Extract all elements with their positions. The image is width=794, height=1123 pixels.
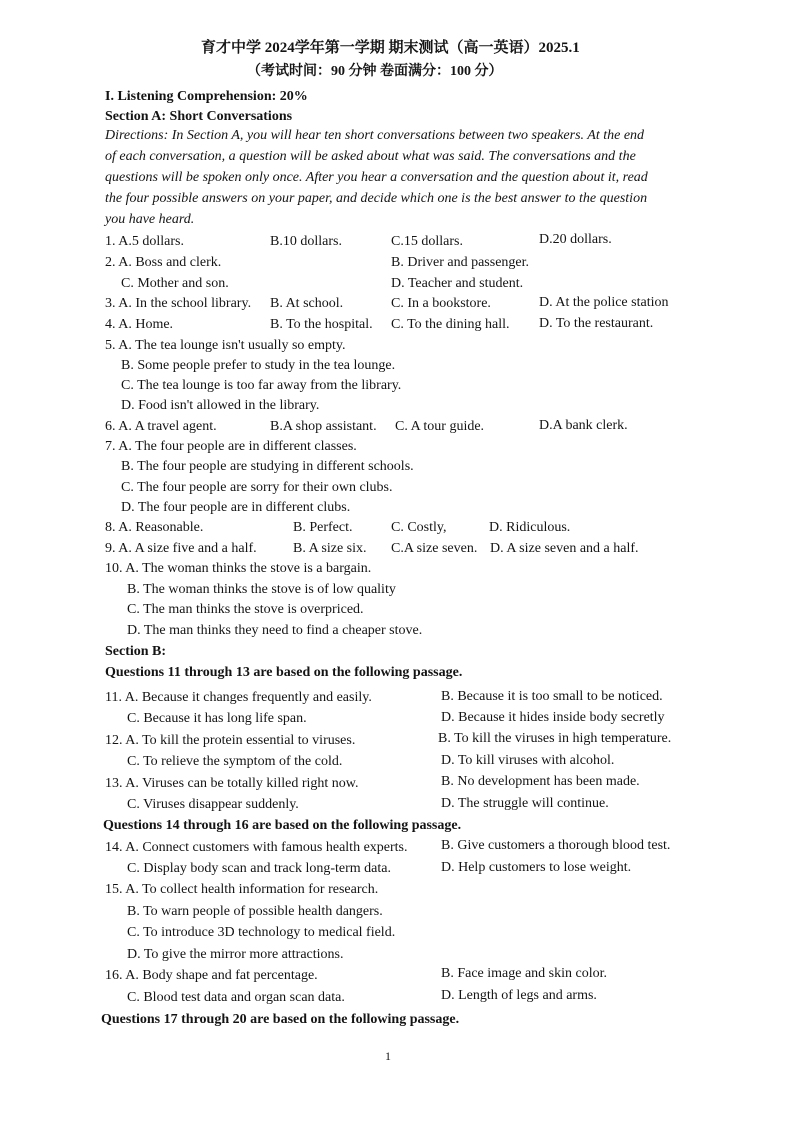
- passage-heading: Questions 14 through 16 are based on the following passage.: [103, 818, 462, 833]
- question-5-option-d: D. Food isn't allowed in the library.: [121, 398, 320, 413]
- question-12-option-c: C. To relieve the symptom of the cold.: [127, 754, 343, 769]
- directions-line: you have heard.: [105, 212, 195, 227]
- question-10-option-c: C. The man thinks the stove is overpriced.: [127, 602, 364, 617]
- question-10-option-b: B. The woman thinks the stove is of low quality: [127, 582, 396, 597]
- question-6-option-b: B.A shop assistant.: [270, 419, 377, 434]
- question-13-option-c: C. Viruses disappear suddenly.: [127, 797, 299, 812]
- question-5-option-b: B. Some people prefer to study in the tea lounge.: [121, 358, 396, 373]
- question-2-option-d: D. Teacher and student.: [391, 276, 524, 291]
- question-1-option-a: 1. A.5 dollars.: [105, 234, 184, 249]
- question-14-option-d: D. Help customers to lose weight.: [441, 860, 632, 875]
- question-12-option-d: D. To kill viruses with alcohol.: [441, 753, 615, 768]
- question-16-option-b: B. Face image and skin color.: [441, 966, 608, 981]
- question-5-option-a: 5. A. The tea lounge isn't usually so empty.: [105, 338, 346, 353]
- part-heading: I. Listening Comprehension: 20%: [105, 89, 308, 104]
- question-8-option-c: C. Costly,: [391, 520, 447, 535]
- question-4-option-d: D. To the restaurant.: [539, 316, 654, 331]
- question-14-option-c: C. Display body scan and track long-term data.: [127, 861, 391, 876]
- question-14-option-a: 14. A. Connect customers with famous health experts.: [105, 840, 408, 855]
- question-7-option-a: 7. A. The four people are in different classes.: [105, 439, 357, 454]
- passage-heading: Questions 11 through 13 are based on the following passage.: [105, 665, 463, 680]
- question-3-option-b: B. At school.: [270, 296, 344, 311]
- question-2-option-a: 2. A. Boss and clerk.: [105, 255, 222, 270]
- question-6-option-c: C. A tour guide.: [395, 419, 485, 434]
- question-16-option-a: 16. A. Body shape and fat percentage.: [105, 968, 318, 983]
- question-10-option-d: D. The man thinks they need to find a cheaper stove.: [127, 623, 423, 638]
- directions-line: of each conversation, a question will be asked about what was said. The conversations and the: [105, 149, 636, 164]
- exam-subtitle: （考试时间：90 分钟 卷面满分：100 分）: [247, 64, 503, 79]
- question-7-option-d: D. The four people are in different clubs.: [121, 500, 351, 515]
- page-number: 1: [385, 1049, 391, 1063]
- question-15-option-a: 15. A. To collect health information for research.: [105, 882, 379, 897]
- question-3-option-a: 3. A. In the school library.: [105, 296, 252, 311]
- question-10-option-a: 10. A. The woman thinks the stove is a bargain.: [105, 561, 372, 576]
- question-4-option-b: B. To the hospital.: [270, 317, 373, 332]
- question-3-option-d: D. At the police station: [539, 295, 669, 310]
- question-2-option-c: C. Mother and son.: [121, 276, 229, 291]
- directions-line: questions will be spoken only once. After you hear a conversation and the question about it, read: [105, 170, 648, 185]
- question-1-option-c: C.15 dollars.: [391, 234, 463, 249]
- question-15-option-b: B. To warn people of possible health dangers.: [127, 904, 383, 919]
- question-6-option-a: 6. A. A travel agent.: [105, 419, 217, 434]
- question-16-option-d: D. Length of legs and arms.: [441, 988, 597, 1003]
- question-11-option-d: D. Because it hides inside body secretly: [441, 710, 665, 725]
- question-11-option-a: 11. A. Because it changes frequently and easily.: [105, 690, 372, 705]
- directions-line: the four possible answers on your paper, and decide which one is the best answer to the question: [105, 191, 648, 206]
- question-16-option-c: C. Blood test data and organ scan data.: [127, 990, 345, 1005]
- question-13-option-b: B. No development has been made.: [441, 774, 640, 789]
- question-15-option-c: C. To introduce 3D technology to medical field.: [127, 925, 396, 940]
- directions-line: Directions: In Section A, you will hear ten short conversations between two speakers. At the end: [105, 128, 645, 143]
- question-11-option-c: C. Because it has long life span.: [127, 711, 307, 726]
- question-3-option-c: C. In a bookstore.: [391, 296, 491, 311]
- question-8-option-b: B. Perfect.: [293, 520, 353, 535]
- question-8-option-d: D. Ridiculous.: [489, 520, 571, 535]
- question-9-option-a: 9. A. A size five and a half.: [105, 541, 257, 556]
- question-11-option-b: B. Because it is too small to be noticed.: [441, 689, 663, 704]
- question-14-option-b: B. Give customers a thorough blood test.: [441, 838, 671, 853]
- question-15-option-d: D. To give the mirror more attractions.: [127, 947, 344, 962]
- question-13-option-a: 13. A. Viruses can be totally killed right now.: [105, 776, 359, 791]
- section-a-heading: Section A: Short Conversations: [105, 109, 293, 124]
- question-9-option-d: D. A size seven and a half.: [490, 541, 639, 556]
- question-1-option-d: D.20 dollars.: [539, 232, 612, 247]
- question-6-option-d: D.A bank clerk.: [539, 418, 628, 433]
- question-9-option-b: B. A size six.: [293, 541, 367, 556]
- question-5-option-c: C. The tea lounge is too far away from the library.: [121, 378, 402, 393]
- question-12-option-b: B. To kill the viruses in high temperature.: [438, 731, 672, 746]
- question-9-option-c: C.A size seven.: [391, 541, 478, 556]
- question-4-option-a: 4. A. Home.: [105, 317, 174, 332]
- question-4-option-c: C. To the dining hall.: [391, 317, 510, 332]
- question-7-option-c: C. The four people are sorry for their own clubs.: [121, 480, 393, 495]
- question-8-option-a: 8. A. Reasonable.: [105, 520, 204, 535]
- exam-title: 育才中学 2024学年第一学期 期末测试（高一英语）2025.1: [201, 40, 580, 56]
- question-1-option-b: B.10 dollars.: [270, 234, 342, 249]
- question-13-option-d: D. The struggle will continue.: [441, 796, 609, 811]
- question-12-option-a: 12. A. To kill the protein essential to viruses.: [105, 733, 356, 748]
- passage-heading: Questions 17 through 20 are based on the following passage.: [101, 1012, 460, 1027]
- question-7-option-b: B. The four people are studying in different schools.: [121, 459, 414, 474]
- question-2-option-b: B. Driver and passenger.: [391, 255, 530, 270]
- section-b-heading: Section B:: [105, 644, 167, 659]
